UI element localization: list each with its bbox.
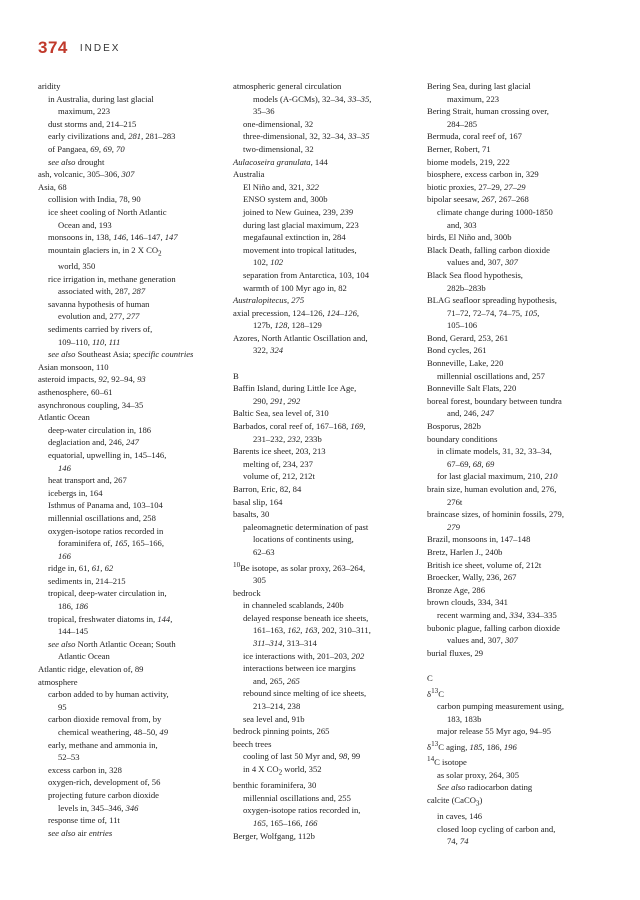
index-subentry: levels in, 345–346, 346: [58, 802, 139, 813]
index-subentry: deglaciation and, 246, 247: [48, 437, 139, 448]
index-subentry: dust storms and, 214–215: [48, 118, 137, 129]
index-entry: beech trees: [233, 738, 272, 749]
index-subentry: of Pangaea, 69, 69, 70: [48, 143, 125, 154]
index-subentry: equatorial, upwelling in, 145–146,: [48, 449, 167, 460]
index-entry: ash, volcanic, 305–306, 307: [38, 169, 135, 180]
index-subentry: early, methane and ammonia in,: [48, 739, 158, 750]
index-gap: [427, 659, 612, 672]
index-subentry: sea level and, 91b: [243, 713, 305, 724]
index-entry: benthic foraminifera, 30: [233, 780, 317, 791]
index-entry: Aulacoseira granulata, 144: [233, 156, 328, 167]
page-header: [38, 38, 120, 58]
index-subentry: 67–69, 68, 69: [447, 458, 495, 469]
index-subentry: oxygen-rich, development of, 56: [48, 777, 161, 788]
index-entry: biosphere, excess carbon in, 329: [427, 169, 539, 180]
index-subentry: 282b–283b: [447, 282, 486, 293]
index-subentry: movement into tropical latitudes,: [243, 244, 357, 255]
index-subentry: see also North Atlantic Ocean; South: [48, 638, 176, 649]
index-subentry: 305: [253, 575, 266, 586]
index-subentry: heat transport and, 267: [48, 475, 127, 486]
index-entry: Baffin Island, during Little Ice Age,: [233, 383, 357, 394]
index-subentry: associated with, 287, 287: [58, 286, 146, 297]
index-subentry: maximum, 223: [447, 93, 500, 104]
index-subentry: 144–145: [58, 626, 89, 637]
index-subentry: ice sheet cooling of North Atlantic: [48, 206, 167, 217]
index-subentry: recent warming and, 334, 334–335: [437, 609, 557, 620]
index-subentry: during last glacial maximum, 223: [243, 219, 359, 230]
index-entry: British ice sheet, volume of, 212t: [427, 559, 542, 570]
running-head: INDEX: [79, 43, 121, 54]
index-entry: Brazil, monsoons in, 147–148: [427, 534, 531, 545]
index-entry: Bermuda, coral reef of, 167: [427, 131, 522, 142]
index-entry: biome models, 219, 222: [427, 156, 510, 167]
index-subentry: melting of, 234, 237: [243, 458, 313, 469]
index-subentry: joined to New Guinea, 239, 239: [243, 206, 354, 217]
index-subentry: tropical, freshwater diatoms in, 144,: [48, 613, 173, 624]
index-entry: asynchronous coupling, 34–35: [38, 399, 144, 410]
index-subentry: response time of, 11t: [48, 815, 120, 826]
index-subentry: locations of continents using,: [253, 534, 354, 545]
index-entry: birds, El Niño and, 300b: [427, 232, 512, 243]
index-subentry: mountain glaciers in, in 2 X $CO_2$: [48, 244, 162, 258]
index-subentry: major release 55 Myr ago, 94–95: [437, 726, 552, 737]
index-subentry: climate change during 1000-1850: [437, 206, 553, 217]
index-subentry: and, 246, 247: [447, 408, 494, 419]
index-entry: biotic proxies, 27–29, 27–29: [427, 181, 526, 192]
index-entry: BLAG seafloor spreading hypothesis,: [427, 295, 557, 306]
index-subentry: 186, 186: [58, 601, 89, 612]
index-column-3: [427, 80, 612, 848]
index-entry: Bond cycles, 261: [427, 345, 487, 356]
index-entry: braincase sizes, of hominin fossils, 279,: [427, 509, 565, 520]
index-subentry: 276t: [447, 496, 463, 507]
index-subentry: monsoons in, 138, 146, 146–147, 147: [48, 232, 178, 243]
index-subentry: excess carbon in, 328: [48, 764, 122, 775]
index-entry: aridity: [38, 81, 61, 91]
index-subentry: see also Southeast Asia; specific countries: [48, 349, 194, 360]
index-subentry: models (A-GCMs), 32–34, 33–35,: [253, 93, 372, 104]
index-subentry: 290, 291, 292: [253, 395, 301, 406]
index-subentry: 213–214, 238: [253, 700, 301, 711]
index-entry: atmosphere: [38, 676, 78, 687]
index-subentry: 109–110, 110, 111: [58, 336, 121, 347]
index-gap: [233, 357, 418, 370]
index-entry: Barbados, coral reef of, 167–168, 169,: [233, 421, 366, 432]
index-entry: Berger, Wolfgang, 112b: [233, 830, 315, 841]
index-subentry: See also radiocarbon dating: [437, 782, 533, 793]
index-subentry: 146: [58, 462, 71, 473]
index-entry: boundary conditions: [427, 433, 498, 444]
index-entry: bedrock pinning points, 265: [233, 726, 330, 737]
index-entry: Broecker, Wally, 236, 267: [427, 572, 517, 583]
index-entry: Berner, Robert, 71: [427, 143, 491, 154]
index-subentry: icebergs in, 164: [48, 487, 103, 498]
index-entry: Bonneville Salt Flats, 220: [427, 383, 517, 394]
index-subentry: 102, 102: [253, 257, 284, 268]
index-subentry: maximum, 223: [58, 106, 111, 117]
index-entry: brain size, human evolution and, 276,: [427, 484, 557, 494]
index-entry: Atlantic ridge, elevation of, 89: [38, 664, 144, 675]
index-subentry: savanna hypothesis of human: [48, 298, 150, 309]
index-subentry: 183, 183b: [447, 713, 482, 724]
index-entry: Azores, North Atlantic Oscillation and,: [233, 332, 368, 343]
index-subentry: oxygen-isotope ratios recorded in: [48, 525, 164, 536]
index-entry: $\delta^{13}C$ aging, 185, 186, 196: [427, 739, 517, 752]
index-entry: Barents ice sheet, 203, 213: [233, 446, 326, 457]
index-entry: basal slip, 164: [233, 496, 283, 507]
index-subentry: evolution and, 277, 277: [58, 311, 140, 322]
index-subentry: projecting future carbon dioxide: [48, 789, 159, 800]
index-subentry: collision with India, 78, 90: [48, 194, 141, 205]
index-subentry: rebound since melting of ice sheets,: [243, 688, 367, 699]
index-entry: Asia, 68: [38, 181, 67, 192]
index-subentry: rice irrigation in, methane generation: [48, 273, 176, 284]
index-subentry: in 4 X $CO_2$ world, 352: [243, 763, 322, 777]
index-subentry: values and, 307, 307: [447, 635, 518, 646]
index-subentry: sediments carried by rivers of,: [48, 324, 153, 334]
index-subentry: 231–232, 232, 233b: [253, 433, 322, 444]
index-subentry: oxygen-isotope ratios recorded in,: [243, 805, 361, 816]
index-subentry: and, 265, 265: [253, 675, 300, 686]
index-subentry: 165, 165–166, 166: [253, 818, 318, 829]
index-entry: Barron, Eric, 82, 84: [233, 484, 302, 494]
index-subentry: 279: [447, 521, 460, 532]
index-subentry: values and, 307, 307: [447, 257, 518, 268]
index-entry: bubonic plague, falling carbon dioxide: [427, 622, 560, 633]
index-subentry: delayed response beneath ice sheets,: [243, 612, 369, 623]
index-entry: asthenosphere, 60–61: [38, 386, 113, 397]
index-entry: B: [233, 370, 239, 381]
index-column-1: [38, 80, 223, 839]
index-subentry: 322, 324: [253, 345, 284, 356]
index-entry: Bering Sea, during last glacial: [427, 81, 531, 91]
index-subentry: chemical weathering, 48–50, 49: [58, 727, 169, 737]
index-subentry: millennial oscillations and, 257: [437, 370, 545, 381]
index-subentry: foraminifera of, 165, 165–166,: [58, 538, 164, 549]
index-subentry: deep-water circulation in, 186: [48, 424, 152, 435]
index-subentry: 284–285: [447, 118, 478, 129]
index-entry: Bond, Gerard, 253, 261: [427, 332, 509, 343]
index-subentry: volume of, 212, 212t: [243, 471, 315, 482]
index-subentry: 95: [58, 701, 67, 712]
index-subentry: 74, 74: [447, 836, 469, 847]
index-entry: bipolar seesaw, 267, 267–268: [427, 194, 529, 205]
index-subentry: 52–53: [58, 752, 80, 763]
index-entry: Black Death, falling carbon dioxide: [427, 244, 550, 255]
index-subentry: 166: [58, 550, 71, 561]
index-entry: $^{14}$C isotope: [427, 755, 467, 768]
index-subentry: one-dimensional, 32: [243, 118, 314, 129]
index-subentry: interactions between ice margins: [243, 663, 356, 674]
index-subentry: separation from Antarctica, 103, 104: [243, 269, 370, 280]
index-subentry: 62–63: [253, 546, 275, 557]
index-entry: axial precession, 124–126, 124–126,: [233, 307, 360, 318]
index-subentry: cooling of last 50 Myr and, 98, 99: [243, 751, 361, 762]
index-subentry: ridge in, 61, 61, 62: [48, 563, 114, 574]
index-entry: Bering Strait, human crossing over,: [427, 106, 549, 117]
index-subentry: ENSO system and, 300b: [243, 194, 328, 205]
index-entry: asteroid impacts, 92, 92–94, 93: [38, 374, 146, 385]
index-subentry: in caves, 146: [437, 811, 483, 822]
index-subentry: millennial oscillations and, 258: [48, 512, 156, 523]
index-entry: Asian monsoon, 110: [38, 361, 109, 372]
index-entry: brown clouds, 334, 341: [427, 597, 508, 608]
index-subentry: see also air entries: [48, 827, 113, 838]
index-subentry: sediments in, 214–215: [48, 575, 126, 586]
index-entry: Atlantic Ocean: [38, 412, 90, 423]
index-subentry: closed loop cycling of carbon and,: [437, 823, 556, 834]
index-subentry: 71–72, 72–74, 74–75, 105,: [447, 307, 540, 318]
index-subentry: 127b, 128, 128–129: [253, 320, 322, 331]
index-subentry: in climate models, 31, 32, 33–34,: [437, 446, 552, 457]
index-entry: C: [427, 672, 433, 683]
index-subentry: 161–163, 162, 163, 202, 310–311,: [253, 625, 371, 636]
index-entry: $\delta^{13}C$: [427, 686, 444, 699]
index-subentry: millennial oscillations and, 255: [243, 792, 351, 803]
index-column-2: [233, 80, 418, 842]
index-entry: basalts, 30: [233, 509, 270, 520]
index-entry: Baltic Sea, sea level of, 310: [233, 408, 329, 419]
index-entry: bedrock: [233, 587, 261, 598]
index-subentry: early civilizations and, 281, 281–283: [48, 131, 176, 142]
index-subentry: El Niño and, 321, 322: [243, 181, 319, 192]
index-subentry: carbon added to by human activity,: [48, 689, 169, 700]
index-subentry: carbon pumping measurement using,: [437, 700, 564, 711]
index-entry: atmospheric general circulation: [233, 81, 342, 91]
index-subentry: 35–36: [253, 106, 275, 117]
index-subentry: for last glacial maximum, 210, 210: [437, 471, 558, 482]
index-subentry: 105–106: [447, 320, 478, 331]
index-subentry: world, 350: [58, 261, 96, 272]
index-subentry: warmth of 100 Myr ago in, 82: [243, 282, 347, 293]
index-subentry: ice interactions with, 201–203, 202: [243, 650, 365, 661]
index-subentry: paleomagnetic determination of past: [243, 521, 369, 532]
index-subentry: 311–314, 313–314: [253, 637, 317, 648]
index-subentry: and, 303: [447, 219, 477, 230]
index-entry: Australopitecus, 275: [233, 295, 305, 306]
index-subentry: Atlantic Ocean: [58, 651, 110, 662]
index-subentry: three-dimensional, 32, 32–34, 33–35: [243, 131, 370, 142]
index-entry: Black Sea flood hypothesis,: [427, 269, 523, 280]
index-entry: boreal forest, boundary between tundra: [427, 395, 562, 406]
index-entry: Bosporus, 282b: [427, 421, 481, 432]
index-subentry: Isthmus of Panama and, 103–104: [48, 500, 163, 511]
index-subentry: Ocean and, 193: [58, 219, 112, 230]
index-subentry: tropical, deep-water circulation in,: [48, 588, 167, 599]
index-entry: calcite (CaCO$_3$): [427, 794, 483, 808]
index-subentry: carbon dioxide removal from, by: [48, 714, 162, 725]
index-entry: Bronze Age, 286: [427, 584, 485, 595]
index-entry: burial fluxes, 29: [427, 647, 484, 658]
index-entry: Australia: [233, 169, 265, 180]
index-entry: Bretz, Harlen J., 240b: [427, 546, 503, 557]
index-entry: $^{10}$Be isotope, as solar proxy, 263–264,: [233, 560, 366, 573]
index-subentry: two-dimensional, 32: [243, 143, 314, 154]
index-subentry: as solar proxy, 264, 305: [437, 769, 520, 780]
index-subentry: in channeled scablands, 240b: [243, 600, 344, 611]
page-number: 374: [38, 38, 68, 57]
index-subentry: see also drought: [48, 156, 105, 167]
index-entry: Bonneville, Lake, 220: [427, 358, 504, 369]
index-subentry: megafaunal extinction in, 284: [243, 232, 346, 243]
index-subentry: in Australia, during last glacial: [48, 93, 154, 104]
